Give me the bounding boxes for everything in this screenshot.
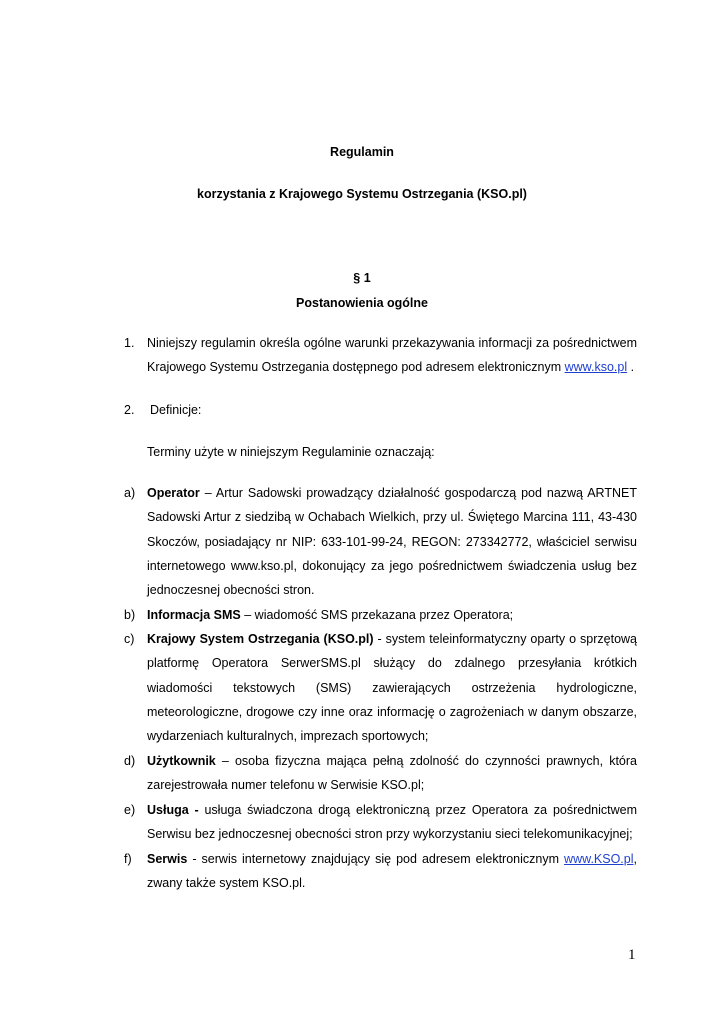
kso-service-link[interactable]: www.KSO.pl bbox=[564, 852, 634, 866]
definition-term: Użytkownik bbox=[147, 754, 216, 768]
definition-text: - serwis internetowy znajdujący się pod adresem elektronicznym bbox=[187, 852, 565, 866]
definition-term: Operator bbox=[147, 486, 200, 500]
definitions-intro: Terminy użyte w niniejszym Regulaminie oznaczają: bbox=[147, 445, 435, 459]
section-heading: Postanowienia ogólne bbox=[296, 296, 428, 310]
definition-letter: b) bbox=[124, 608, 136, 622]
definition-term: Informacja SMS bbox=[147, 608, 241, 622]
definition-text: usługa świadczona drogą elektroniczną przez Operatora za pośrednictwem Serwisu bez jednoczesnej obecności stron przy wykorzystaniu sieci telekomunikacyjnej; bbox=[147, 803, 638, 842]
document-title: Regulamin bbox=[330, 145, 394, 159]
definition-letter: c) bbox=[124, 632, 135, 646]
definition-item bbox=[147, 627, 637, 748]
definition-letter: f) bbox=[124, 852, 132, 866]
definition-text: – osoba fizyczna mająca pełną zdolność do czynności prawnych, która zarejestrowała numer telefonu w Serwisie KSO.pl; bbox=[147, 754, 637, 793]
definition-letter: e) bbox=[124, 803, 136, 817]
document-subtitle: korzystania z Krajowego Systemu Ostrzegania (KSO.pl) bbox=[197, 187, 527, 201]
definition-item bbox=[147, 749, 637, 798]
definition-text: - system teleinformatyczny oparty o sprzętową platformę Operatora SerwerSMS.pl służący do zdalnego przesyłania krótkich wiadomości tekstowych (SMS) zawierających ostrzeżenia hydrologiczne, meteorologiczne, drogowe czy inne oraz informację o zagrożeniach w danym obszarze, wydarzeniach kulturalnych, imprezach sportowych; bbox=[147, 632, 638, 744]
definition-term: Serwis bbox=[147, 852, 188, 866]
point-number: 1. bbox=[124, 336, 135, 350]
definition-term: Krajowy System Ostrzegania (KSO.pl) bbox=[147, 632, 374, 646]
definition-letter: a) bbox=[124, 486, 136, 500]
definition-text: – Artur Sadowski prowadzący działalność gospodarczą pod nazwą ARTNET Sadowski Artur z siedzibą w Ochabach Wielkich, przy ul. Świętego Marcina 111, 43-430 Skoczów, posiadający nr NIP: 633-101-99-24, REGON: 273342772, właściciel serwisu internetowego www.kso.pl, dokonujący za jego pośrednictwem świadczenia usług bez jednoczesnej obecności stron. bbox=[147, 486, 637, 598]
definition-item bbox=[147, 481, 637, 602]
definition-item bbox=[147, 847, 637, 896]
section-number: § 1 bbox=[353, 271, 371, 285]
definitions-label: Definicje: bbox=[150, 403, 202, 417]
point-number: 2. bbox=[124, 403, 135, 417]
definition-term: Usługa - bbox=[147, 803, 199, 817]
definition-item bbox=[147, 798, 637, 847]
definition-letter: d) bbox=[124, 754, 136, 768]
definition-item bbox=[147, 603, 637, 627]
kso-link[interactable]: www.kso.pl bbox=[564, 360, 628, 375]
point-1-body: Niniejszy regulamin określa ogólne warunki przekazywania informacji za pośrednictwem Krajowego Systemu Ostrzegania dostępnego pod adresem elektronicznym bbox=[147, 336, 637, 375]
page-number: 1 bbox=[628, 947, 636, 963]
point-1-after: . bbox=[627, 360, 635, 375]
definition-text: – wiadomość SMS przekazana przez Operatora; bbox=[240, 608, 514, 622]
point-1-text bbox=[147, 331, 637, 380]
definition-text-after: , zwany także system KSO.pl. bbox=[147, 852, 637, 891]
